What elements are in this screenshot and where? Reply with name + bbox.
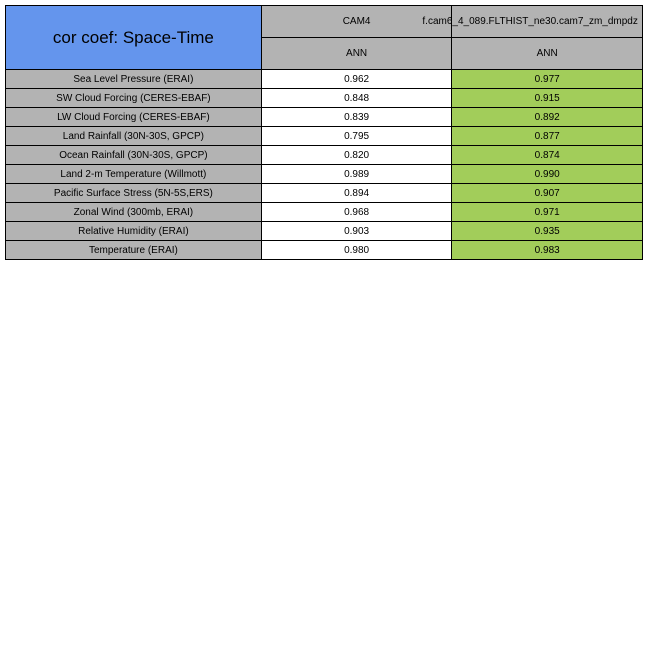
experiment-name: f.cam6_4_089.FLTHIST_ne30.cam7_zm_dmpdz — [422, 16, 638, 27]
table-row — [6, 127, 643, 146]
table-row — [6, 165, 643, 184]
table-row — [6, 89, 643, 108]
row-label: LW Cloud Forcing (CERES-EBAF) — [6, 108, 262, 127]
experiment-value: 0.892 — [452, 108, 643, 127]
header-row-names — [6, 6, 643, 38]
row-label: SW Cloud Forcing (CERES-EBAF) — [6, 89, 262, 108]
experiment-value: 0.977 — [452, 70, 643, 89]
row-label: Ocean Rainfall (30N-30S, GPCP) — [6, 146, 262, 165]
cam4-value: 0.903 — [261, 222, 452, 241]
cam4-value: 0.820 — [261, 146, 452, 165]
cam4-value: 0.894 — [261, 184, 452, 203]
correlation-table — [5, 5, 643, 260]
row-label: Relative Humidity (ERAI) — [6, 222, 262, 241]
experiment-value: 0.907 — [452, 184, 643, 203]
cam4-value: 0.968 — [261, 203, 452, 222]
row-label: Temperature (ERAI) — [6, 241, 262, 260]
cam4-value: 0.795 — [261, 127, 452, 146]
table-title: cor coef: Space-Time — [6, 6, 262, 70]
cam4-value: 0.989 — [261, 165, 452, 184]
table-row — [6, 108, 643, 127]
experiment-value: 0.877 — [452, 127, 643, 146]
experiment-value: 0.874 — [452, 146, 643, 165]
column-header-cam4: CAM4 — [261, 6, 452, 38]
experiment-value: 0.915 — [452, 89, 643, 108]
row-label: Land 2-m Temperature (Willmott) — [6, 165, 262, 184]
cam4-value: 0.848 — [261, 89, 452, 108]
table-row — [6, 70, 643, 89]
table-row — [6, 203, 643, 222]
cam4-value: 0.980 — [261, 241, 452, 260]
table-row — [6, 222, 643, 241]
experiment-value: 0.990 — [452, 165, 643, 184]
experiment-value: 0.983 — [452, 241, 643, 260]
experiment-value: 0.935 — [452, 222, 643, 241]
experiment-value: 0.971 — [452, 203, 643, 222]
row-label: Zonal Wind (300mb, ERAI) — [6, 203, 262, 222]
row-label: Sea Level Pressure (ERAI) — [6, 70, 262, 89]
row-label: Pacific Surface Stress (5N-5S,ERS) — [6, 184, 262, 203]
cam4-value: 0.962 — [261, 70, 452, 89]
column-header-experiment — [422, 6, 643, 38]
cam4-value: 0.839 — [261, 108, 452, 127]
season-header-cam4: ANN — [261, 38, 452, 70]
table-row — [6, 241, 643, 260]
season-header-experiment: ANN — [452, 38, 643, 70]
table-row — [6, 146, 643, 165]
row-label: Land Rainfall (30N-30S, GPCP) — [6, 127, 262, 146]
table-row — [6, 184, 643, 203]
